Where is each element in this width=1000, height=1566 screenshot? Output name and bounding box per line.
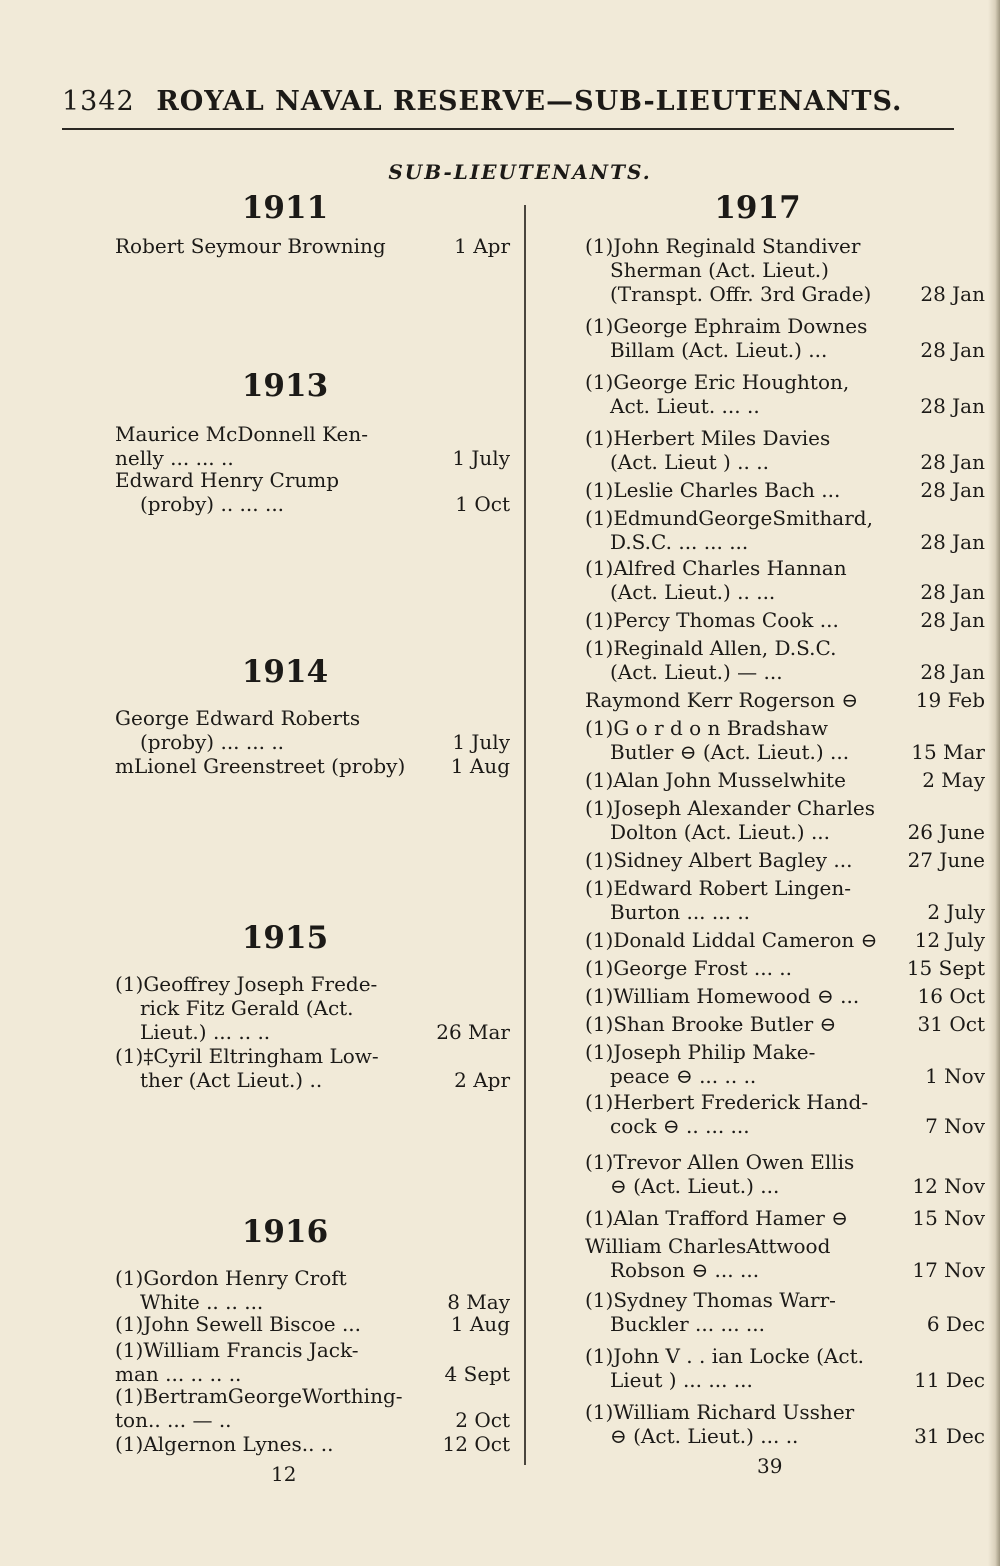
entry-date: 28 Jan <box>920 450 985 474</box>
entry-date: 6 Dec <box>926 1312 985 1336</box>
entry-line: man ... .. .. .. <box>115 1362 242 1386</box>
entry-date: 28 Jan <box>920 282 985 306</box>
entry-line: (1)George Ephraim Downes <box>585 314 868 338</box>
entry-line: Buckler ... ... ... <box>610 1312 765 1336</box>
entry-line: nelly ... ... .. <box>115 446 234 470</box>
entry-line: (1)Shan Brooke Butler ⊖ <box>585 1012 837 1036</box>
entry-line: (Act. Lieut ) .. .. <box>610 450 769 474</box>
entry-date: 16 Oct <box>917 984 985 1008</box>
entry-line: ⊖ (Act. Lieut.) ... <box>610 1174 780 1198</box>
entry-line: ther (Act Lieut.) .. <box>140 1068 323 1092</box>
entry-line: (1)Donald Liddal Cameron ⊖ <box>585 928 878 952</box>
entry-line: (1)G o r d o n Bradshaw <box>585 716 828 740</box>
list-item <box>585 478 985 502</box>
entry-line: (1)‡Cyril Eltringham Low- <box>115 1044 379 1068</box>
entry-date: 26 June <box>907 820 985 844</box>
list-item <box>585 956 985 980</box>
entry-date: 31 Oct <box>917 1012 985 1036</box>
entry-line: (proby) .. ... ... <box>140 492 285 516</box>
entry-line: (1)Algernon Lynes.. .. <box>115 1432 334 1456</box>
entry-date: 28 Jan <box>920 394 985 418</box>
running-head <box>62 86 962 117</box>
list-item <box>585 608 985 632</box>
entry-date: 28 Jan <box>920 338 985 362</box>
list-item <box>585 768 985 792</box>
entry-date: 26 Mar <box>436 1020 510 1044</box>
entry-date: 1 Aug <box>450 1312 510 1336</box>
list-item <box>115 972 510 1044</box>
list-item <box>115 1338 510 1386</box>
page-edge <box>988 0 1000 1566</box>
list-item <box>585 370 985 418</box>
list-item <box>115 1432 510 1456</box>
entry-line: Billam (Act. Lieut.) ... <box>610 338 828 362</box>
entry-line: (1)Gordon Henry Croft <box>115 1266 347 1290</box>
entry-date: 1 Oct <box>455 492 510 516</box>
entry-date: 31 Dec <box>914 1424 985 1448</box>
list-item <box>585 556 985 604</box>
list-item <box>115 234 510 258</box>
list-item <box>115 468 510 516</box>
year-heading: 1916 <box>241 1214 329 1250</box>
list-item <box>585 688 985 712</box>
entry-date: 1 Nov <box>925 1064 985 1088</box>
entry-line: peace ⊖ ... .. .. <box>610 1064 757 1088</box>
entry-line: (1)William Francis Jack- <box>115 1338 359 1362</box>
list-item <box>585 314 985 362</box>
entry-date: 4 Sept <box>444 1362 510 1386</box>
entry-line: (1)Leslie Charles Bach ... <box>585 478 841 502</box>
year-heading: 1914 <box>241 654 329 690</box>
page-number: 1342 <box>62 86 135 117</box>
list-item <box>585 876 985 924</box>
column-footer: 39 <box>757 1454 783 1478</box>
year-heading: 1915 <box>241 920 329 956</box>
entry-date: 28 Jan <box>920 660 985 684</box>
entry-date: 2 July <box>927 900 985 924</box>
list-item <box>585 426 985 474</box>
list-item <box>585 506 985 554</box>
entry-line: (1)William Richard Ussher <box>585 1400 855 1424</box>
list-item <box>585 1012 985 1036</box>
entry-date: 2 May <box>922 768 985 792</box>
entry-line: (1)Joseph Alexander Charles <box>585 796 876 820</box>
entry-date: 7 Nov <box>925 1114 985 1138</box>
entry-line: (1)Geoffrey Joseph Frede- <box>115 972 378 996</box>
list-item <box>585 984 985 1008</box>
entry-line: (1)John Reginald Standiver <box>585 234 861 258</box>
entry-line: (proby) ... ... .. <box>140 730 285 754</box>
entry-line: cock ⊖ .. ... ... <box>610 1114 750 1138</box>
entry-date: 28 Jan <box>920 478 985 502</box>
list-item <box>585 928 985 952</box>
list-item <box>115 1266 510 1314</box>
year-heading: 1913 <box>241 368 329 404</box>
entry-date: 12 Oct <box>442 1432 510 1456</box>
list-item <box>115 754 510 778</box>
list-item <box>585 1288 985 1336</box>
entry-line: (1)EdmundGeorgeSmithard, <box>585 506 873 530</box>
entry-date: 27 June <box>907 848 985 872</box>
entry-line: Burton ... ... .. <box>610 900 751 924</box>
entry-line: (1)Herbert Frederick Hand- <box>585 1090 869 1114</box>
entry-date: 1 July <box>452 730 510 754</box>
entry-date: 28 Jan <box>920 608 985 632</box>
entry-date: 15 Nov <box>912 1206 985 1230</box>
entry-line: Edward Henry Crump <box>115 468 340 492</box>
entry-line: (1)John Sewell Biscoe ... <box>115 1312 362 1336</box>
entry-date: 19 Feb <box>915 688 985 712</box>
list-item <box>585 1040 985 1088</box>
year-heading: 1911 <box>241 190 329 226</box>
list-item <box>115 1312 510 1336</box>
entry-line: (1)Alfred Charles Hannan <box>585 556 847 580</box>
entry-line: ton.. ... — .. <box>115 1408 232 1432</box>
entry-line: (Transpt. Offr. 3rd Grade) <box>610 282 872 306</box>
list-item <box>115 422 510 470</box>
entry-date: 28 Jan <box>920 580 985 604</box>
year-heading: 1917 <box>714 190 801 226</box>
entry-date: 11 Dec <box>914 1368 985 1392</box>
entry-date: 12 Nov <box>912 1174 985 1198</box>
entry-line: (1)Sydney Thomas Warr- <box>585 1288 836 1312</box>
list-item <box>585 716 985 764</box>
entry-line: William CharlesAttwood <box>585 1234 831 1258</box>
list-item <box>115 1044 510 1092</box>
list-item <box>115 706 510 754</box>
entry-date: 28 Jan <box>920 530 985 554</box>
entry-line: (1)BertramGeorgeWorthing- <box>115 1384 403 1408</box>
entry-line: D.S.C. ... ... ... <box>610 530 749 554</box>
entry-line: (1)William Homewood ⊖ ... <box>585 984 860 1008</box>
entry-line: (1)Alan John Musselwhite <box>585 768 846 792</box>
header-rule <box>62 128 954 130</box>
list-item <box>585 848 985 872</box>
list-item <box>585 1400 985 1448</box>
entry-line: Lieut ) ... ... ... <box>610 1368 753 1392</box>
entry-date: 2 Oct <box>455 1408 510 1432</box>
list-item <box>585 636 985 684</box>
entry-date: 17 Nov <box>912 1258 985 1282</box>
list-item <box>585 796 985 844</box>
entry-line: Maurice McDonnell Ken- <box>115 422 369 446</box>
page-title: ROYAL NAVAL RESERVE—SUB-LIEUTENANTS. <box>156 86 903 117</box>
entry-line: Lieut.) ... .. .. <box>140 1020 271 1044</box>
entry-date: 2 Apr <box>454 1068 510 1092</box>
entry-date: 1 July <box>452 446 510 470</box>
list-item <box>585 1234 985 1282</box>
entry-line: ⊖ (Act. Lieut.) ... .. <box>610 1424 799 1448</box>
list-item <box>585 1344 985 1392</box>
entry-line: Robson ⊖ ... ... <box>610 1258 760 1282</box>
entry-line: (1)Trevor Allen Owen Ellis <box>585 1150 855 1174</box>
entry-line: rick Fitz Gerald (Act. <box>140 996 354 1020</box>
entry-date: 1 Aug <box>450 754 510 778</box>
entry-date: 15 Sept <box>906 956 985 980</box>
entry-line: (1)Alan Trafford Hamer ⊖ <box>585 1206 848 1230</box>
entry-line: George Edward Roberts <box>115 706 361 730</box>
entry-line: Dolton (Act. Lieut.) ... <box>610 820 831 844</box>
list-item <box>585 234 985 306</box>
entry-line: (1)Sidney Albert Bagley ... <box>585 848 853 872</box>
entry-line: (1)Percy Thomas Cook ... <box>585 608 839 632</box>
list-item <box>585 1206 985 1230</box>
entry-line: Act. Lieut. ... .. <box>610 394 760 418</box>
entry-line: (1)John V . . ian Locke (Act. <box>585 1344 864 1368</box>
entry-line: (1)George Frost ... .. <box>585 956 793 980</box>
entry-line: (Act. Lieut.) — ... <box>610 660 783 684</box>
section-title: SUB-LIEUTENANTS. <box>388 160 652 184</box>
list-item <box>585 1090 985 1138</box>
entry-date: 8 May <box>447 1290 510 1314</box>
entry-line: mLionel Greenstreet (proby) <box>115 754 406 778</box>
column-footer: 12 <box>271 1462 297 1486</box>
list-item <box>115 1384 510 1432</box>
entry-line: (1)George Eric Houghton, <box>585 370 850 394</box>
entry-line: (Act. Lieut.) .. ... <box>610 580 776 604</box>
column-divider <box>524 205 526 1465</box>
entry-date: 1 Apr <box>454 234 510 258</box>
entry-line: Raymond Kerr Rogerson ⊖ <box>585 688 859 712</box>
entry-line: (1)Herbert Miles Davies <box>585 426 831 450</box>
entry-line: Butler ⊖ (Act. Lieut.) ... <box>610 740 850 764</box>
list-item <box>585 1150 985 1198</box>
entry-line: Robert Seymour Browning <box>115 234 386 258</box>
entry-date: 12 July <box>914 928 985 952</box>
entry-line: Sherman (Act. Lieut.) <box>610 258 829 282</box>
entry-line: (1)Reginald Allen, D.S.C. <box>585 636 837 660</box>
entry-line: White .. .. ... <box>140 1290 264 1314</box>
entry-line: (1)Edward Robert Lingen- <box>585 876 852 900</box>
entry-date: 15 Mar <box>911 740 985 764</box>
entry-line: (1)Joseph Philip Make- <box>585 1040 816 1064</box>
